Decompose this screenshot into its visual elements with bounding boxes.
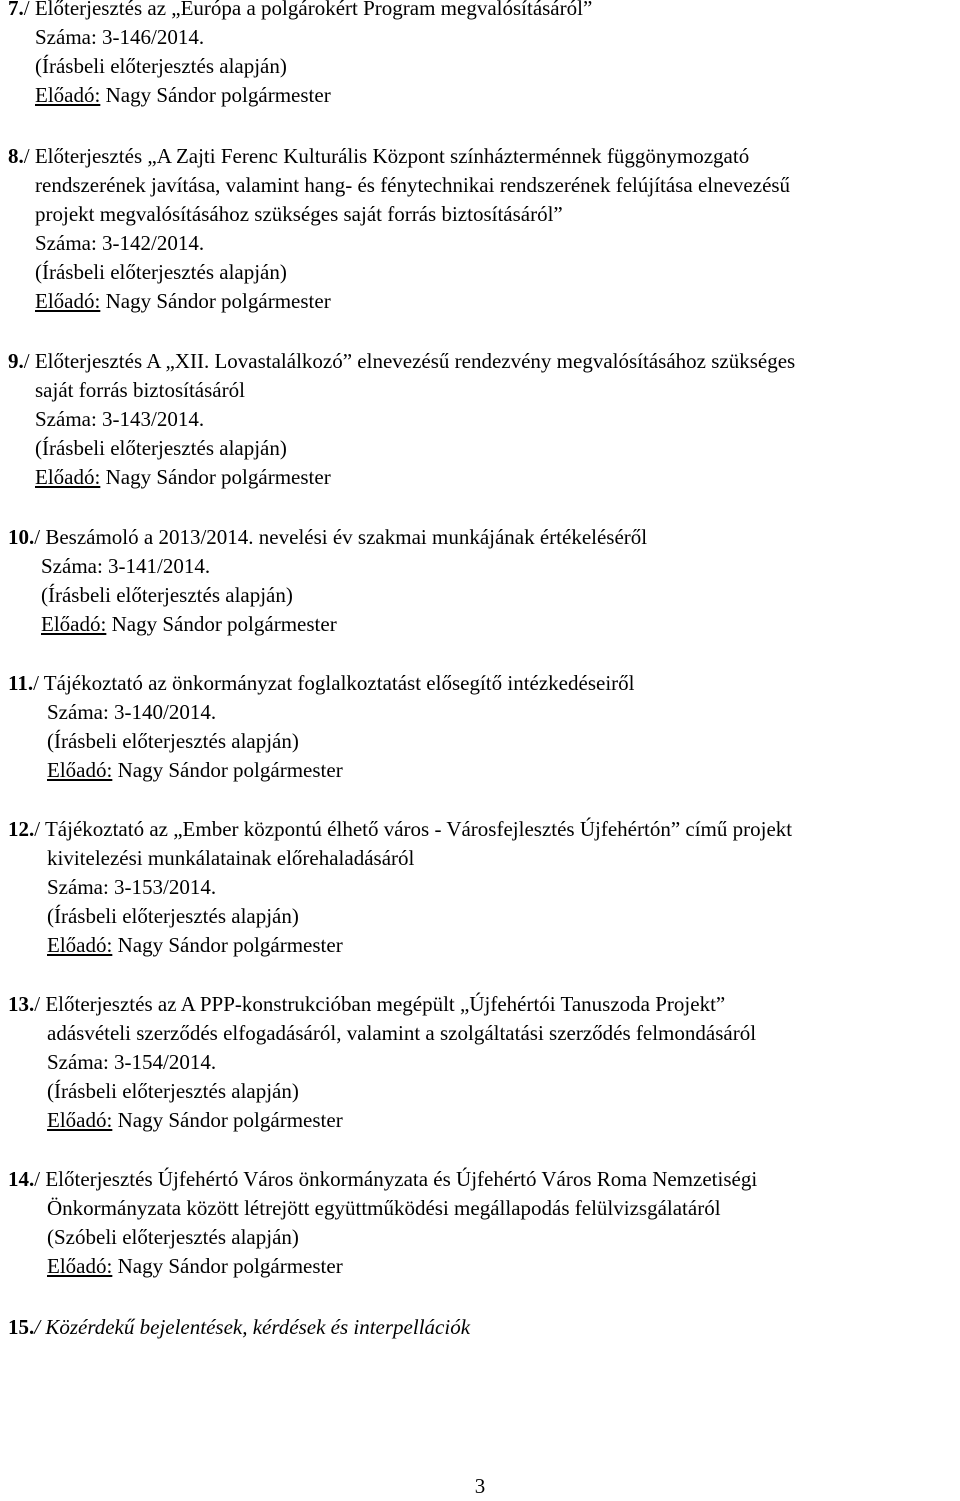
presenter-name: Nagy Sándor polgármester xyxy=(117,1108,343,1132)
item-szama: Száma: 3-142/2014. xyxy=(35,231,205,255)
item-title-cont: saját forrás biztosításáról xyxy=(35,378,245,402)
item-title: / Előterjesztés az „Európa a polgárokért Program megvalósításáról” xyxy=(23,0,593,20)
item-mode: (Írásbeli előterjesztés alapján) xyxy=(35,54,287,78)
item-title: / Beszámoló a 2013/2014. nevelési év szakmai munkájának értékeléséről xyxy=(34,525,648,549)
agenda-item-14 xyxy=(8,1165,960,1281)
item-title: / Előterjesztés A „XII. Lovastalálkozó” elnevezésű rendezvény megvalósításához szükséges xyxy=(23,349,796,373)
presenter-label: Előadó: xyxy=(47,933,113,957)
item-mode: (Írásbeli előterjesztés alapján) xyxy=(35,260,287,284)
item-presenter xyxy=(35,463,960,492)
item-number: 7. xyxy=(8,0,24,20)
item-szama: Száma: 3-141/2014. xyxy=(41,554,211,578)
presenter-label: Előadó: xyxy=(47,758,113,782)
agenda-item-15 xyxy=(8,1313,960,1342)
item-title: / Tájékoztató az „Ember központú élhető város - Városfejlesztés Újfehértón” című projekt xyxy=(34,817,793,841)
presenter-name: Nagy Sándor polgármester xyxy=(117,1254,343,1278)
presenter-label: Előadó: xyxy=(47,1254,113,1278)
item-presenter xyxy=(41,610,960,639)
item-presenter xyxy=(35,81,960,110)
item-title: / Közérdekű bejelentések, kérdések és interpellációk xyxy=(34,1315,471,1339)
presenter-name: Nagy Sándor polgármester xyxy=(105,83,331,107)
item-mode: (Írásbeli előterjesztés alapján) xyxy=(35,436,287,460)
item-presenter xyxy=(47,756,960,785)
item-title-cont: projekt megvalósításához szükséges saját forrás biztosításáról” xyxy=(35,202,563,226)
agenda-item-10 xyxy=(8,523,960,639)
agenda-item-12 xyxy=(8,815,960,960)
item-presenter xyxy=(47,931,960,960)
presenter-label: Előadó: xyxy=(35,83,101,107)
item-presenter xyxy=(47,1252,960,1281)
presenter-name: Nagy Sándor polgármester xyxy=(117,933,343,957)
item-title: / Előterjesztés az A PPP-konstrukcióban megépült „Újfehértói Tanuszoda Projekt” xyxy=(34,992,726,1016)
item-number: 14. xyxy=(8,1167,35,1191)
item-szama: Száma: 3-140/2014. xyxy=(47,700,217,724)
presenter-name: Nagy Sándor polgármester xyxy=(117,758,343,782)
presenter-label: Előadó: xyxy=(47,1108,113,1132)
item-mode: (Írásbeli előterjesztés alapján) xyxy=(41,583,293,607)
item-number: 9. xyxy=(8,349,24,373)
item-title: / Előterjesztés Újfehértó Város önkormányzata és Újfehértó Város Roma Nemzetiségi xyxy=(34,1167,758,1191)
item-presenter xyxy=(35,287,960,316)
presenter-label: Előadó: xyxy=(41,612,107,636)
item-szama: Száma: 3-143/2014. xyxy=(35,407,205,431)
page-number: 3 xyxy=(474,1474,486,1498)
item-presenter xyxy=(47,1106,960,1135)
item-title: / Tájékoztató az önkormányzat foglalkoztatást elősegítő intézkedéseiről xyxy=(33,671,635,695)
item-number: 13. xyxy=(8,992,35,1016)
presenter-label: Előadó: xyxy=(35,289,101,313)
agenda-item-9 xyxy=(8,347,960,492)
agenda-item-7 xyxy=(8,0,960,110)
item-title-cont: Önkormányzata között létrejött együttműködési megállapodás felülvizsgálatáról xyxy=(47,1196,721,1220)
item-title-cont: kivitelezési munkálatainak előrehaladásáról xyxy=(47,846,415,870)
agenda-item-11 xyxy=(8,669,960,785)
item-szama: Száma: 3-154/2014. xyxy=(47,1050,217,1074)
item-szama: Száma: 3-146/2014. xyxy=(35,25,205,49)
presenter-name: Nagy Sándor polgármester xyxy=(105,289,331,313)
item-number: 15. xyxy=(8,1315,35,1339)
presenter-label: Előadó: xyxy=(35,465,101,489)
item-number: 11. xyxy=(8,671,34,695)
agenda-item-13 xyxy=(8,990,960,1135)
item-title: / Előterjesztés „A Zajti Ferenc Kulturális Központ színházterménnek függönymozgató xyxy=(23,144,750,168)
item-title-cont: adásvételi szerződés elfogadásáról, valamint a szolgáltatási szerződés felmondásáról xyxy=(47,1021,757,1045)
item-mode: (Írásbeli előterjesztés alapján) xyxy=(47,729,299,753)
item-szama: Száma: 3-153/2014. xyxy=(47,875,217,899)
presenter-name: Nagy Sándor polgármester xyxy=(105,465,331,489)
item-mode: (Írásbeli előterjesztés alapján) xyxy=(47,1079,299,1103)
item-mode: (Írásbeli előterjesztés alapján) xyxy=(47,904,299,928)
item-number: 12. xyxy=(8,817,35,841)
item-number: 10. xyxy=(8,525,35,549)
agenda-item-8 xyxy=(8,142,960,316)
item-title-cont: rendszerének javítása, valamint hang- és fénytechnikai rendszerének felújítása elnevezésű xyxy=(35,173,791,197)
item-mode: (Szóbeli előterjesztés alapján) xyxy=(47,1225,299,1249)
presenter-name: Nagy Sándor polgármester xyxy=(111,612,337,636)
item-number: 8. xyxy=(8,144,24,168)
